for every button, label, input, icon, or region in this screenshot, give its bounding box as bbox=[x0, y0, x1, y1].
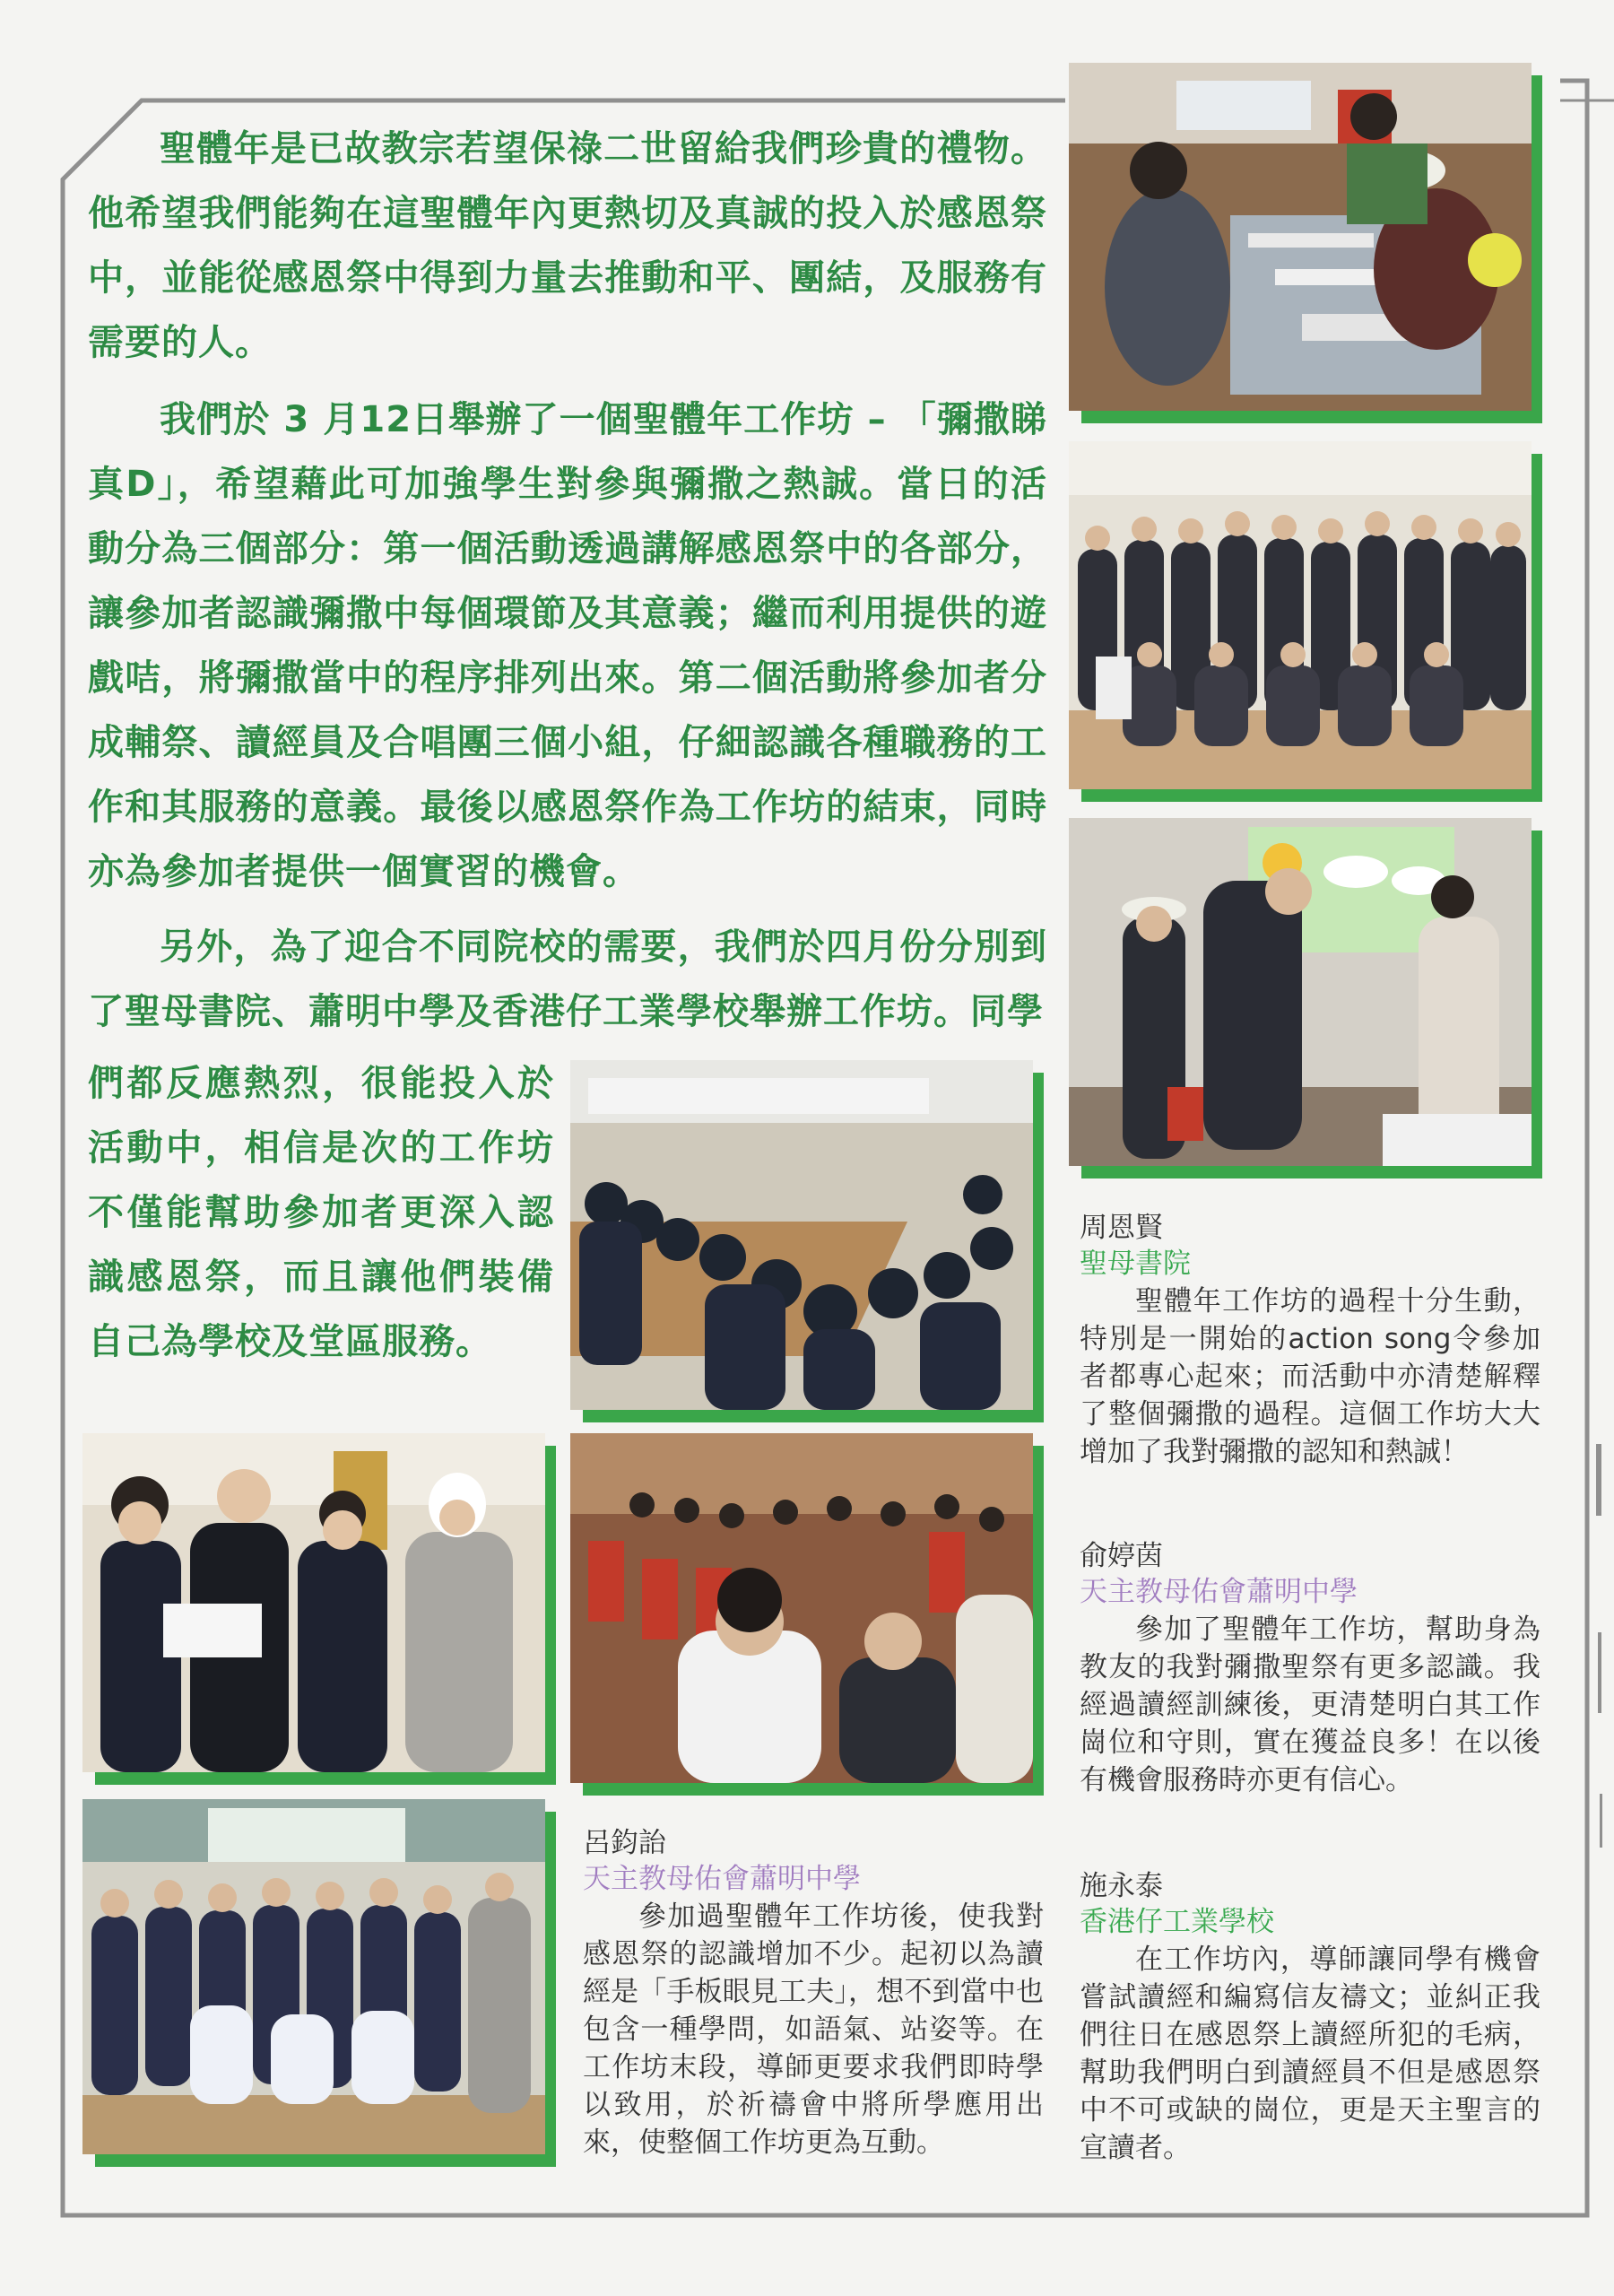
photo-classroom bbox=[570, 1060, 1044, 1422]
testimonial-3-name: 呂鈞詒 bbox=[583, 1827, 666, 1859]
testimonial-3-text: 參加過聖體年工作坊後，使我對感恩祭的認識增加不少。起初以為讀經是「手板眼見工夫」，想不到當中也包含一種學問，如語氣、站姿等。在工作坊末段，導師更要求我們即時學以致用，於祈禱會中將所學應用出來，使整個工作坊更為互動。 bbox=[583, 1900, 1044, 2159]
testimonial-4-school: 香港仔工業學校 bbox=[1080, 1906, 1274, 1938]
testimonial-2-school: 天主教母佑會蕭明中學 bbox=[1080, 1576, 1358, 1608]
photo-speaker bbox=[1069, 818, 1542, 1178]
testimonial-2-name: 俞婷茵 bbox=[1080, 1540, 1163, 1572]
schools-paragraph: 另外，為了迎合不同院校的需要，我們於四月份分別到了聖母書院、蕭明中學及香港仔工業學校舉辦工作坊。同學 bbox=[88, 926, 1047, 1032]
testimonial-4-text: 在工作坊內，導師讓同學有機會嘗試讀經和編寫信友禱文；並糾正我們往日在感恩祭上讀經所犯的毛病，幫助我們明白到讀經員不但是感恩祭中不可或缺的崗位，更是天主聖言的宣讀者。 bbox=[1080, 1944, 1540, 2164]
testimonial-4-name: 施永泰 bbox=[1080, 1870, 1163, 1902]
workshop-paragraph: 我們於 3 月12日舉辦了一個聖體年工作坊 – 「彌撒睇真D」，希望藉此可加強學生對參與彌撒之熱誠。當日的活動分為三個部分：第一個活動透過講解感恩祭中的各部分，讓參加者認識彌撒中每個環節及其意義；繼而利用提供的遊戲咭，將彌撒當中的程序排列出來。第二個活動將參加者分成輔祭、讀經員及合唱團三個小組，仔細認識各種職務的工作和其服務的意義。最後以感恩祭作為工作坊的結束，同時亦為參加者提供一個實習的機會。 bbox=[88, 399, 1047, 892]
testimonial-1-school: 聖母書院 bbox=[1080, 1248, 1191, 1280]
intro-paragraph: 聖體年是已故教宗若望保祿二世留給我們珍貴的禮物。他希望我們能夠在這聖體年內更熱切及真誠的投入於感恩祭中，並能從感恩祭中得到力量去推動和平、團結，及服務有需要的人。 bbox=[88, 128, 1047, 363]
photo-group-sisters bbox=[82, 1799, 556, 2167]
photo-group-standing bbox=[1069, 441, 1542, 802]
testimonial-1-text: 聖體年工作坊的過程十分生動，特別是一開始的action song令參加者都專心起來；而活動中亦清楚解釋了整個彌撒的過程。這個工作坊大大增加了我對彌撒的認知和熱誠！ bbox=[1080, 1285, 1540, 1468]
testimonial-3-school: 天主教母佑會蕭明中學 bbox=[583, 1863, 861, 1895]
photo-card-game bbox=[1069, 63, 1542, 423]
closing-paragraph: 們都反應熱烈，很能投入於活動中，相信是次的工作坊不僅能幫助參加者更深入認識感恩祭，而且讓他們裝備自己為學校及堂區服務。 bbox=[88, 1063, 554, 1362]
photo-gift-presentation bbox=[82, 1433, 556, 1785]
testimonial-1-name: 周恩賢 bbox=[1080, 1212, 1163, 1244]
testimonial-2-text: 參加了聖體年工作坊，幫助身為教友的我對彌撒聖祭有更多認識。我經過讀經訓練後，更清楚明白其工作崗位和守則，實在獲益良多！在以後有機會服務時亦更有信心。 bbox=[1080, 1613, 1540, 1796]
photo-auditorium bbox=[570, 1433, 1044, 1796]
